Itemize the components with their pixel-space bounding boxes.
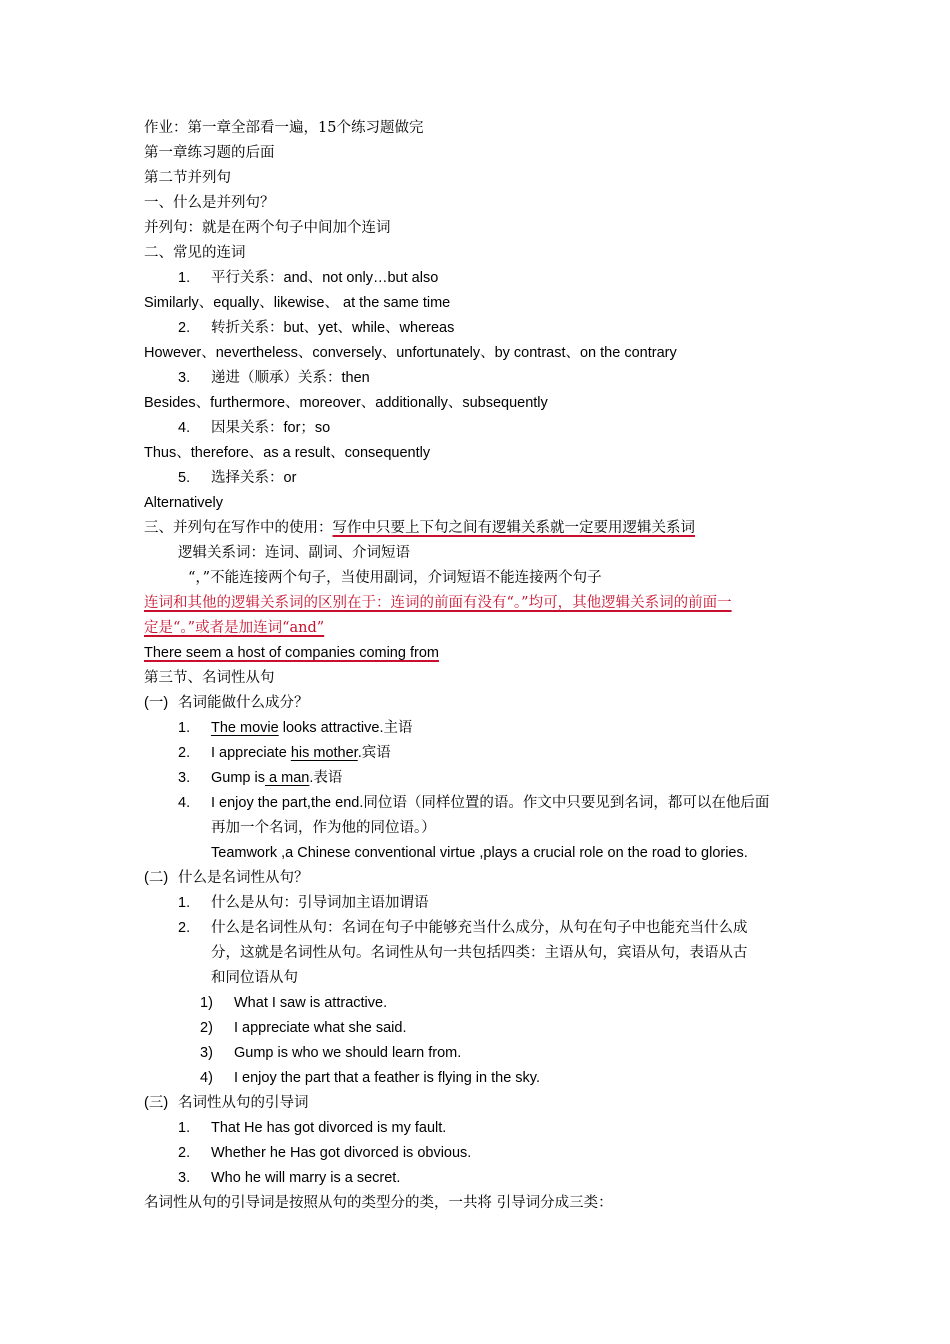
text-line: 逻辑关系词：连词、副词、介词短语 (178, 545, 410, 561)
list-item (178, 718, 412, 738)
list-text: 选择关系： (211, 470, 284, 486)
list-item (178, 743, 391, 763)
red-note: 连词和其他的逻辑关系词的区别在于：连词的前面有没有“。”均可，其他逻辑关系词的前面一 (144, 595, 732, 611)
list-text: 什么是名词性从句：名词在句子中能够充当什么成分，从句在句子中也能充当什么成 (211, 920, 748, 936)
list-item (178, 1143, 471, 1163)
grammar-role: 主语 (383, 720, 413, 736)
underlined-word: his mother (290, 745, 358, 761)
list-text-en: That He has got divorced is my fault. (211, 1120, 447, 1136)
list-text-en: What I saw is attractive. (234, 995, 388, 1011)
homework-line: 作业：第一章全部看一遍，15个练习题做完 (144, 120, 424, 136)
list-item (178, 893, 429, 913)
list-text-en: looks attractive. (278, 720, 384, 736)
section-heading: 第二节并列句 (144, 170, 231, 186)
list-item (178, 1118, 446, 1138)
list-text-en: Whether he Has got divorced is obvious. (211, 1145, 472, 1161)
list-text: 平行关系： (211, 270, 284, 286)
list-number: 4. (178, 420, 191, 436)
list-number: 4. (178, 795, 191, 811)
subheading-label: 名词性从句的引导词 (178, 1095, 309, 1111)
grammar-role: 宾语 (361, 745, 391, 761)
list-text-en: I appreciate what she said. (234, 1020, 407, 1036)
list-text-en: . (357, 745, 362, 761)
list-text: 递进（顺承）关系： (211, 370, 342, 386)
text-line: 再加一个名词，作为他的同位语。） (211, 820, 436, 836)
subheading (144, 868, 309, 888)
list-text-en: . (309, 770, 314, 786)
list-number: 3. (178, 770, 191, 786)
grammar-role: 同位语（同样位置的语。作文中只要见到名词，都可以在他后面 (363, 795, 770, 811)
list-text: 什么是从句：引导词加主语加谓语 (211, 895, 429, 911)
example-sentence: There seem a host of companies coming from (144, 645, 439, 661)
text-line: 第一章练习题的后面 (144, 145, 275, 161)
list-item (178, 768, 342, 788)
list-number: 3. (178, 1170, 191, 1186)
list-text-en: I enjoy the part that a feather is flying in the sky. (234, 1070, 541, 1086)
list-text-en: Gump is who we should learn from. (234, 1045, 462, 1061)
list-number: (三) (144, 1095, 169, 1111)
list-item (178, 418, 330, 438)
list-text: 转折关系： (211, 320, 284, 336)
list-item (200, 1068, 540, 1088)
list-item (178, 1168, 400, 1188)
subheading (144, 1093, 309, 1113)
list-text-en: Who he will marry is a secret. (211, 1170, 401, 1186)
list-number: 1. (178, 895, 191, 911)
list-number: (二) (144, 870, 169, 886)
list-number: 3) (200, 1045, 213, 1061)
list-item (178, 368, 370, 388)
text-line: 并列句：就是在两个句子中间加个连词 (144, 220, 391, 236)
list-item (178, 918, 748, 938)
list-text-en: I appreciate (211, 745, 291, 761)
subheading-label: 什么是名词性从句？ (178, 870, 309, 886)
list-number: 3. (178, 370, 191, 386)
list-text-en: or (283, 470, 297, 486)
text-line: 和同位语从句 (211, 970, 298, 986)
list-number: 1) (200, 995, 213, 1011)
text-line: However、nevertheless、conversely、unfortunately、by contrast、on the contrary (144, 345, 677, 361)
grammar-role: 表语 (313, 770, 343, 786)
text-line: Similarly、equally、likewise、 at the same time (144, 295, 451, 311)
example-sentence: Teamwork ,a Chinese conventional virtue ,plays a crucial role on the road to glories. (211, 845, 748, 861)
list-number: 2. (178, 1145, 191, 1161)
list-number: 1. (178, 270, 191, 286)
text-line: Thus、therefore、as a result、consequently (144, 445, 431, 461)
list-text-en: Gump is (211, 770, 265, 786)
red-note: 定是“。”或者是加连词“and” (144, 620, 325, 636)
list-text-en: and、not only…but also (283, 270, 439, 286)
subheading-label: 名词能做什么成分？ (178, 695, 309, 711)
list-number: 2. (178, 320, 191, 336)
list-number: (一) (144, 695, 169, 711)
subheading-label: 三、并列句在写作中的使用： (144, 520, 333, 536)
list-item (200, 993, 387, 1013)
subheading (144, 693, 309, 713)
section-heading: 第三节、名词性从句 (144, 670, 275, 686)
list-item (200, 1043, 461, 1063)
text-line: 名词性从句的引导词是按照从句的类型分的类，一共将 引导词分成三类： (144, 1195, 613, 1211)
list-text-en: but、yet、while、whereas (283, 320, 455, 336)
subheading (144, 518, 695, 538)
list-item (178, 268, 438, 288)
list-item (178, 468, 296, 488)
list-item (200, 1018, 407, 1038)
list-text-en: for；so (283, 420, 331, 436)
subheading: 一、什么是并列句？ (144, 195, 275, 211)
underlined-word: The movie (211, 720, 279, 736)
text-line: Besides、furthermore、moreover、additionally、subsequently (144, 395, 548, 411)
list-number: 2. (178, 920, 191, 936)
list-number: 1. (178, 720, 191, 736)
list-item (178, 318, 454, 338)
highlighted-rule: 写作中只要上下句之间有逻辑关系就一定要用逻辑关系词 (332, 520, 695, 536)
underlined-word: a man (265, 770, 310, 786)
text-line: “，”不能连接两个句子，当使用副词，介词短语不能连接两个句子 (188, 570, 602, 586)
list-text-en: then (341, 370, 370, 386)
text-line: 分，这就是名词性从句。名词性从句一共包括四类：主语从句，宾语从句，表语从古 (211, 945, 748, 961)
list-text: 因果关系： (211, 420, 284, 436)
subheading: 二、常见的连词 (144, 245, 246, 261)
list-item (178, 793, 769, 813)
list-number: 5. (178, 470, 191, 486)
text-line: Alternatively (144, 495, 223, 511)
list-number: 2) (200, 1020, 213, 1036)
list-number: 1. (178, 1120, 191, 1136)
list-number: 4) (200, 1070, 213, 1086)
list-text-en: I enjoy the part,the end. (211, 795, 364, 811)
list-number: 2. (178, 745, 191, 761)
